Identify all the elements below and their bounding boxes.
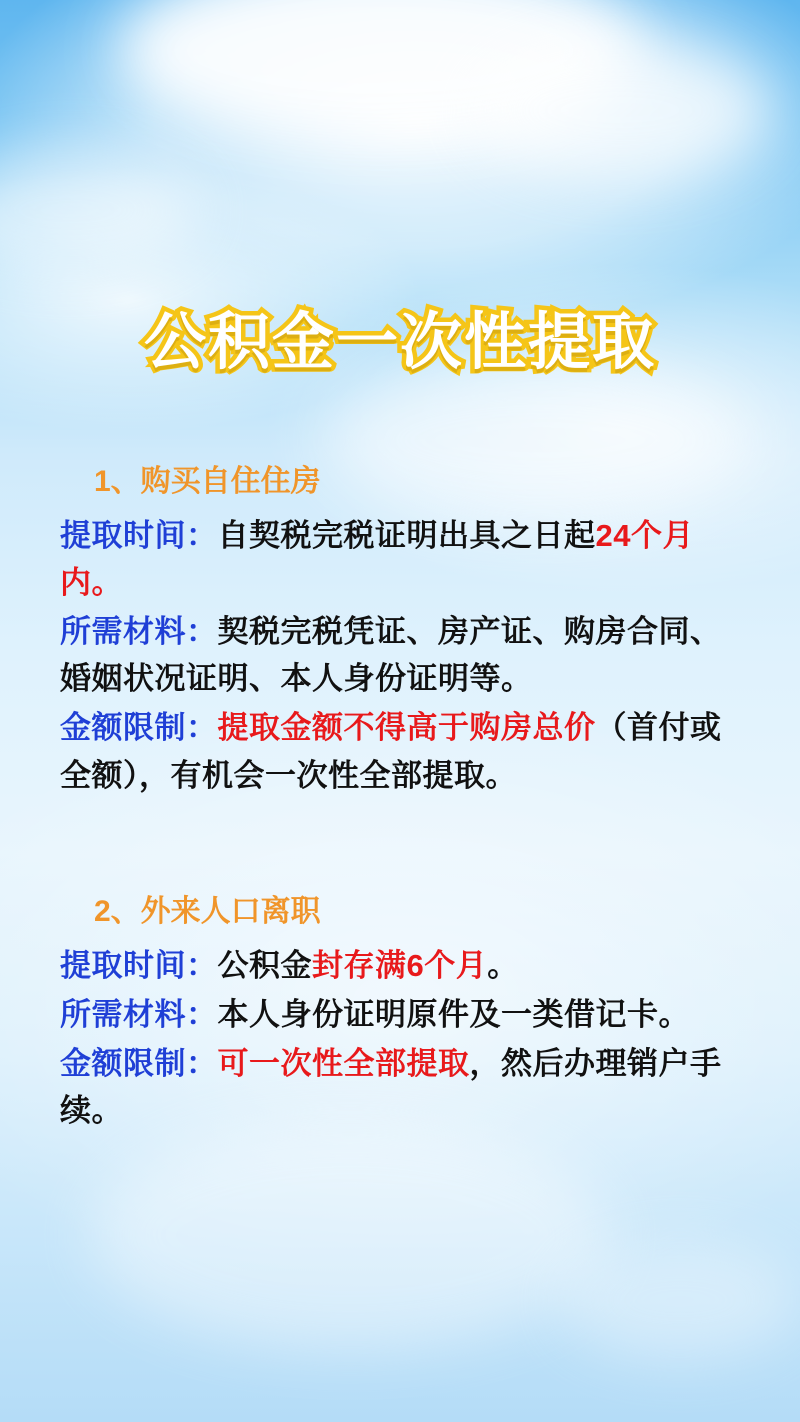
row-label: 所需材料： <box>60 996 218 1032</box>
row-text: （首付或全额），有机会一次性全部提取。 <box>60 710 722 793</box>
section-heading: 2、外来人口离职 <box>94 894 321 928</box>
row-text: 自契税完税证明出具之日起 <box>217 518 596 553</box>
row-text: 。 <box>487 947 519 983</box>
cloud-decoration <box>0 150 200 270</box>
cloud-decoration <box>470 40 770 180</box>
content-row <box>60 608 740 702</box>
content-row <box>60 1040 740 1134</box>
row-label: 所需材料： <box>60 614 218 650</box>
row-text-highlight: 封存满6个月 <box>312 947 488 983</box>
content-section <box>60 459 740 799</box>
row-label: 提取时间： <box>60 947 218 983</box>
cloud-decoration <box>560 1240 800 1360</box>
row-text: 本人身份证明原件及一类借记卡。 <box>217 996 690 1032</box>
row-text-highlight: 提取金额不得高于购房总价 <box>217 710 596 746</box>
section-heading: 1、购买自住住房 <box>94 465 321 498</box>
cloud-decoration <box>90 1120 610 1350</box>
row-text: 契税完税凭证、房产证、购房合同、婚姻状况证明、本人身份证明等。 <box>60 614 722 697</box>
section-spacer <box>60 843 740 889</box>
poster-content <box>0 292 800 1134</box>
row-text-highlight: 可一次性全部提取 <box>217 1045 470 1081</box>
content-row <box>60 512 740 606</box>
content-row <box>60 942 740 989</box>
row-text-highlight: 24个月内。 <box>60 518 694 601</box>
content-row <box>60 704 740 798</box>
content-row <box>60 991 740 1038</box>
content-section <box>60 889 740 1134</box>
poster-title: 公积金一次性提取 <box>143 305 656 378</box>
row-label: 金额限制： <box>60 1045 218 1081</box>
title-container <box>60 292 740 381</box>
row-text: ，然后办理销户手续。 <box>60 1045 722 1128</box>
row-label: 提取时间： <box>60 518 218 553</box>
row-text: 公积金 <box>217 947 312 983</box>
row-label: 金额限制： <box>60 710 218 746</box>
cloud-decoration <box>120 0 640 140</box>
sections-list <box>60 459 740 1134</box>
